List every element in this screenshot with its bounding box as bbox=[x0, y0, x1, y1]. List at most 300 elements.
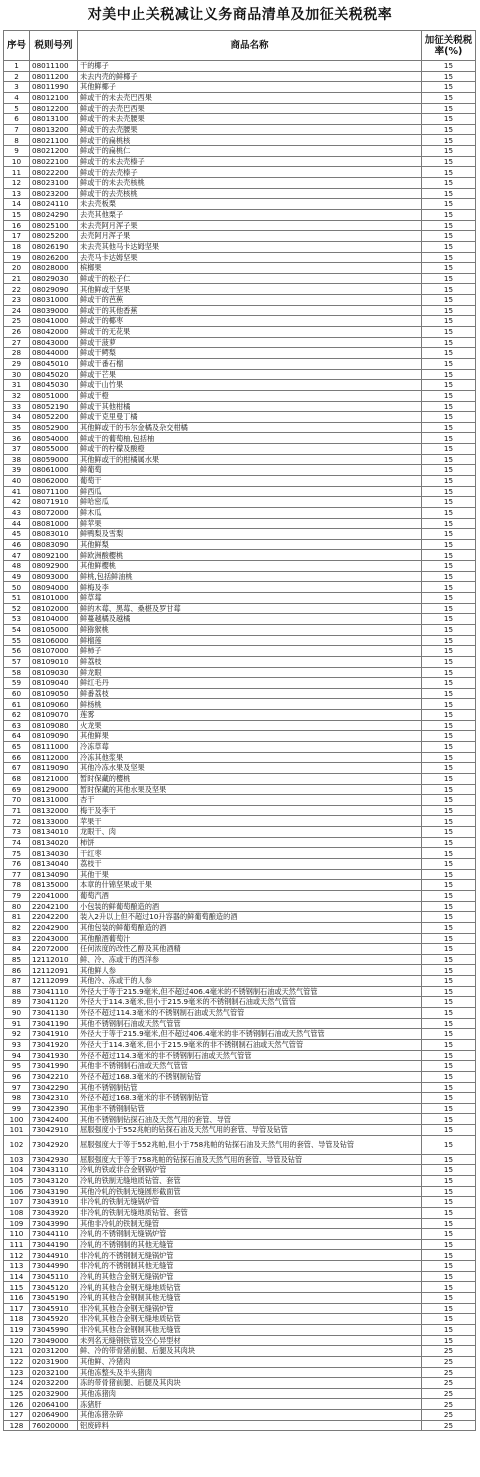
tariff-rate: 15 bbox=[422, 1093, 476, 1104]
row-index: 10 bbox=[4, 156, 30, 167]
tariff-rate: 15 bbox=[422, 284, 476, 295]
tariff-rate: 15 bbox=[422, 1071, 476, 1082]
tariff-rate: 15 bbox=[422, 1061, 476, 1072]
tariff-rate: 15 bbox=[422, 1250, 476, 1261]
row-index: 105 bbox=[4, 1175, 30, 1186]
header-tariff-rate: 加征关税税率(%) bbox=[422, 31, 476, 61]
row-index: 25 bbox=[4, 316, 30, 327]
row-index: 31 bbox=[4, 380, 30, 391]
tariff-code: 08045030 bbox=[30, 380, 78, 391]
tariff-rate: 15 bbox=[422, 1218, 476, 1229]
product-name: 鲜或干的松子仁 bbox=[78, 273, 422, 284]
table-row bbox=[4, 720, 476, 731]
table-row bbox=[4, 1346, 476, 1357]
tariff-code: 08109060 bbox=[30, 699, 78, 710]
tariff-code: 08105000 bbox=[30, 624, 78, 635]
row-index: 91 bbox=[4, 1018, 30, 1029]
row-index: 74 bbox=[4, 837, 30, 848]
tariff-rate: 15 bbox=[422, 997, 476, 1008]
row-index: 46 bbox=[4, 539, 30, 550]
product-name: 葡萄干 bbox=[78, 475, 422, 486]
product-name: 干红枣 bbox=[78, 848, 422, 859]
tariff-rate: 15 bbox=[422, 954, 476, 965]
tariff-rate: 15 bbox=[422, 380, 476, 391]
tariff-rate: 15 bbox=[422, 635, 476, 646]
row-index: 102 bbox=[4, 1135, 30, 1154]
table-row bbox=[4, 295, 476, 306]
row-index: 97 bbox=[4, 1082, 30, 1093]
tariff-code: 73041930 bbox=[30, 1050, 78, 1061]
product-name: 其他鲜、冷猪肉 bbox=[78, 1356, 422, 1367]
row-index: 34 bbox=[4, 412, 30, 423]
tariff-rate: 15 bbox=[422, 571, 476, 582]
table-row bbox=[4, 497, 476, 508]
tariff-code: 08061000 bbox=[30, 465, 78, 476]
product-name: 其他鲜梨 bbox=[78, 539, 422, 550]
tariff-rate: 15 bbox=[422, 241, 476, 252]
row-index: 76 bbox=[4, 859, 30, 870]
row-index: 33 bbox=[4, 401, 30, 412]
tariff-rate: 15 bbox=[422, 1229, 476, 1240]
row-index: 92 bbox=[4, 1029, 30, 1040]
tariff-code: 73045920 bbox=[30, 1314, 78, 1325]
table-row bbox=[4, 284, 476, 295]
tariff-code: 08022200 bbox=[30, 167, 78, 178]
tariff-rate: 15 bbox=[422, 486, 476, 497]
table-row bbox=[4, 1125, 476, 1136]
tariff-rate: 15 bbox=[422, 390, 476, 401]
tariff-rate: 15 bbox=[422, 327, 476, 338]
tariff-code: 08134020 bbox=[30, 837, 78, 848]
table-row bbox=[4, 1229, 476, 1240]
tariff-code: 12112010 bbox=[30, 954, 78, 965]
tariff-rate: 15 bbox=[422, 731, 476, 742]
tariff-code: 08013100 bbox=[30, 114, 78, 125]
table-row bbox=[4, 433, 476, 444]
tariff-rate: 15 bbox=[422, 742, 476, 753]
product-name: 鲜番荔枝 bbox=[78, 688, 422, 699]
tariff-code: 08013200 bbox=[30, 124, 78, 135]
product-name: 鲜红毛丹 bbox=[78, 678, 422, 689]
product-name: 鲜猕猴桃 bbox=[78, 624, 422, 635]
table-row bbox=[4, 1082, 476, 1093]
table-row bbox=[4, 507, 476, 518]
tariff-code: 08024290 bbox=[30, 209, 78, 220]
table-row bbox=[4, 1039, 476, 1050]
product-name: 未去壳其他马卡达姆坚果 bbox=[78, 241, 422, 252]
row-index: 29 bbox=[4, 358, 30, 369]
row-index: 67 bbox=[4, 763, 30, 774]
product-name: 鲜或干的柠檬及酸橙 bbox=[78, 444, 422, 455]
row-index: 56 bbox=[4, 646, 30, 657]
table-row bbox=[4, 61, 476, 72]
product-name: 铝废碎料 bbox=[78, 1420, 422, 1431]
tariff-rate: 15 bbox=[422, 816, 476, 827]
tariff-rate: 15 bbox=[422, 805, 476, 816]
product-name: 鲜或干的未去壳榛子 bbox=[78, 156, 422, 167]
tariff-code: 08031000 bbox=[30, 295, 78, 306]
tariff-code: 08109050 bbox=[30, 688, 78, 699]
table-row bbox=[4, 752, 476, 763]
table-row bbox=[4, 1378, 476, 1389]
tariff-code: 08025200 bbox=[30, 231, 78, 242]
table-row bbox=[4, 1388, 476, 1399]
table-row bbox=[4, 92, 476, 103]
row-index: 79 bbox=[4, 890, 30, 901]
tariff-code: 22042900 bbox=[30, 922, 78, 933]
tariff-code: 08029090 bbox=[30, 284, 78, 295]
tariff-code: 76020000 bbox=[30, 1420, 78, 1431]
row-index: 54 bbox=[4, 624, 30, 635]
tariff-code: 08041000 bbox=[30, 316, 78, 327]
page-title: 对美中止关税减让义务商品清单及加征关税税率 bbox=[87, 7, 393, 23]
table-row bbox=[4, 1093, 476, 1104]
table-row bbox=[4, 390, 476, 401]
tariff-rate: 15 bbox=[422, 507, 476, 518]
product-name: 鲜或干的未去壳腰果 bbox=[78, 114, 422, 125]
row-index: 94 bbox=[4, 1050, 30, 1061]
tariff-code: 08132000 bbox=[30, 805, 78, 816]
product-name: 非冷轧其他合金钢无缝地质钻管 bbox=[78, 1314, 422, 1325]
tariff-code: 08012200 bbox=[30, 103, 78, 114]
table-row bbox=[4, 1165, 476, 1176]
tariff-code: 22043000 bbox=[30, 933, 78, 944]
table-row bbox=[4, 348, 476, 359]
row-index: 70 bbox=[4, 795, 30, 806]
tariff-rate: 15 bbox=[422, 422, 476, 433]
row-index: 53 bbox=[4, 614, 30, 625]
row-index: 63 bbox=[4, 720, 30, 731]
table-row bbox=[4, 1018, 476, 1029]
row-index: 40 bbox=[4, 475, 30, 486]
tariff-code: 08054000 bbox=[30, 433, 78, 444]
table-row bbox=[4, 124, 476, 135]
tariff-rate: 15 bbox=[422, 71, 476, 82]
row-index: 103 bbox=[4, 1154, 30, 1165]
tariff-code: 08025100 bbox=[30, 220, 78, 231]
product-name: 鲜梅及李 bbox=[78, 582, 422, 593]
table-row bbox=[4, 444, 476, 455]
tariff-rate: 25 bbox=[422, 1420, 476, 1431]
tariff-code: 08026200 bbox=[30, 252, 78, 263]
tariff-code: 08109070 bbox=[30, 710, 78, 721]
row-index: 41 bbox=[4, 486, 30, 497]
product-name: 去壳其他栗子 bbox=[78, 209, 422, 220]
table-row bbox=[4, 1175, 476, 1186]
product-name: 非冷轧其他合金钢制其他无缝管 bbox=[78, 1324, 422, 1335]
product-name: 其他不锈钢制钻探石油及天然气用的套管、导管 bbox=[78, 1114, 422, 1125]
product-name: 鲜或干的其他香蕉 bbox=[78, 305, 422, 316]
tariff-code: 08107000 bbox=[30, 646, 78, 657]
table-header-row bbox=[4, 31, 476, 61]
tariff-code: 08043000 bbox=[30, 337, 78, 348]
table-row bbox=[4, 82, 476, 93]
row-index: 112 bbox=[4, 1250, 30, 1261]
row-index: 21 bbox=[4, 273, 30, 284]
tariff-code: 02031200 bbox=[30, 1346, 78, 1357]
tariff-rate: 15 bbox=[422, 401, 476, 412]
table-row bbox=[4, 688, 476, 699]
tariff-code: 73043190 bbox=[30, 1186, 78, 1197]
tariff-code: 08092100 bbox=[30, 550, 78, 561]
product-name: 小包装的鲜葡萄酿造的酒 bbox=[78, 901, 422, 912]
tariff-code: 08129000 bbox=[30, 784, 78, 795]
tariff-rate: 15 bbox=[422, 1103, 476, 1114]
tariff-rate: 25 bbox=[422, 1410, 476, 1421]
row-index: 1 bbox=[4, 61, 30, 72]
table-row bbox=[4, 550, 476, 561]
product-name: 其他冻猪杂碎 bbox=[78, 1410, 422, 1421]
tariff-code: 08109010 bbox=[30, 656, 78, 667]
product-name: 其他非冷轧的铁制无缝管 bbox=[78, 1218, 422, 1229]
product-name: 冷冻草莓 bbox=[78, 742, 422, 753]
product-name: 火龙果 bbox=[78, 720, 422, 731]
tariff-rate: 15 bbox=[422, 252, 476, 263]
row-index: 118 bbox=[4, 1314, 30, 1325]
tariff-code: 08101000 bbox=[30, 593, 78, 604]
tariff-rate: 25 bbox=[422, 1346, 476, 1357]
tariff-code: 73042290 bbox=[30, 1082, 78, 1093]
tariff-code: 73041990 bbox=[30, 1061, 78, 1072]
table-row bbox=[4, 1218, 476, 1229]
tariff-rate: 15 bbox=[422, 433, 476, 444]
table-row bbox=[4, 699, 476, 710]
table-row bbox=[4, 827, 476, 838]
tariff-code: 08131000 bbox=[30, 795, 78, 806]
row-index: 101 bbox=[4, 1125, 30, 1136]
table-row bbox=[4, 635, 476, 646]
tariff-rate: 15 bbox=[422, 305, 476, 316]
tariff-code: 08052200 bbox=[30, 412, 78, 423]
row-index: 14 bbox=[4, 199, 30, 210]
product-name: 其他非不锈钢制石油或天然气管管 bbox=[78, 1061, 422, 1072]
row-index: 107 bbox=[4, 1197, 30, 1208]
product-name: 冻猪肝 bbox=[78, 1399, 422, 1410]
row-index: 120 bbox=[4, 1335, 30, 1346]
row-index: 9 bbox=[4, 146, 30, 157]
tariff-rate: 15 bbox=[422, 1324, 476, 1335]
tariff-table bbox=[3, 30, 476, 1431]
product-name: 鲜或干鳄梨 bbox=[78, 348, 422, 359]
table-row bbox=[4, 1282, 476, 1293]
row-index: 106 bbox=[4, 1186, 30, 1197]
table-row bbox=[4, 103, 476, 114]
product-name: 鲜或干的葡萄柚,包括柚 bbox=[78, 433, 422, 444]
table-row bbox=[4, 954, 476, 965]
product-name: 屈服强度大于等于552兆帕,但小于758兆帕的钻探石油及天然气用的套管、导管及钻管 bbox=[78, 1135, 422, 1154]
tariff-rate: 15 bbox=[422, 146, 476, 157]
tariff-code: 08024110 bbox=[30, 199, 78, 210]
table-row bbox=[4, 369, 476, 380]
tariff-rate: 15 bbox=[422, 720, 476, 731]
table-row bbox=[4, 582, 476, 593]
product-name: 干的椰子 bbox=[78, 61, 422, 72]
tariff-code: 73043110 bbox=[30, 1165, 78, 1176]
tariff-code: 73041190 bbox=[30, 1018, 78, 1029]
product-name: 鲜欧洲酸樱桃 bbox=[78, 550, 422, 561]
tariff-rate: 15 bbox=[422, 348, 476, 359]
tariff-rate: 15 bbox=[422, 518, 476, 529]
row-index: 11 bbox=[4, 167, 30, 178]
table-row bbox=[4, 901, 476, 912]
tariff-code: 22041000 bbox=[30, 890, 78, 901]
product-name: 鲜荔枝 bbox=[78, 656, 422, 667]
row-index: 111 bbox=[4, 1239, 30, 1250]
tariff-code: 73045110 bbox=[30, 1271, 78, 1282]
tariff-rate: 15 bbox=[422, 273, 476, 284]
tariff-rate: 15 bbox=[422, 976, 476, 987]
table-row bbox=[4, 656, 476, 667]
tariff-code: 08135000 bbox=[30, 880, 78, 891]
tariff-code: 22042100 bbox=[30, 901, 78, 912]
row-index: 122 bbox=[4, 1356, 30, 1367]
table-row bbox=[4, 986, 476, 997]
product-name: 其他鲜樱桃 bbox=[78, 561, 422, 572]
tariff-code: 08081000 bbox=[30, 518, 78, 529]
table-row bbox=[4, 614, 476, 625]
table-row bbox=[4, 401, 476, 412]
product-name: 鲜或干的扁桃仁 bbox=[78, 146, 422, 157]
tariff-rate: 15 bbox=[422, 667, 476, 678]
product-name: 其他不锈钢制钻管 bbox=[78, 1082, 422, 1093]
table-row bbox=[4, 965, 476, 976]
product-name: 杏干 bbox=[78, 795, 422, 806]
tariff-code: 02032200 bbox=[30, 1378, 78, 1389]
tariff-code: 73042210 bbox=[30, 1071, 78, 1082]
product-name: 鲜草莓 bbox=[78, 593, 422, 604]
product-name: 鲜柿子 bbox=[78, 646, 422, 657]
product-name: 鲜杨桃 bbox=[78, 699, 422, 710]
tariff-rate: 15 bbox=[422, 624, 476, 635]
product-name: 暂时保藏的樱桃 bbox=[78, 773, 422, 784]
row-index: 84 bbox=[4, 944, 30, 955]
row-index: 52 bbox=[4, 603, 30, 614]
tariff-rate: 15 bbox=[422, 92, 476, 103]
table-row bbox=[4, 912, 476, 923]
tariff-rate: 15 bbox=[422, 614, 476, 625]
product-name: 外径不超过168.3毫米的不锈钢制钻管 bbox=[78, 1071, 422, 1082]
product-name: 非冷轧的不锈钢制其他无缝管 bbox=[78, 1261, 422, 1272]
row-index: 4 bbox=[4, 92, 30, 103]
tariff-rate: 15 bbox=[422, 1039, 476, 1050]
product-name: 屈服强度大于等于758兆帕的钻探石油及天然气用的套管、导管及钻管 bbox=[78, 1154, 422, 1165]
table-row bbox=[4, 146, 476, 157]
table-row bbox=[4, 1207, 476, 1218]
table-row bbox=[4, 167, 476, 178]
product-name: 荔枝干 bbox=[78, 859, 422, 870]
tariff-rate: 15 bbox=[422, 827, 476, 838]
row-index: 38 bbox=[4, 454, 30, 465]
table-row bbox=[4, 1410, 476, 1421]
product-name: 外径大于114.3毫米,但小于215.9毫米的非不锈钢制石油或天然气管管 bbox=[78, 1039, 422, 1050]
tariff-code: 08021100 bbox=[30, 135, 78, 146]
product-name: 其他冷轧的铁制无缝圆形截面管 bbox=[78, 1186, 422, 1197]
row-index: 81 bbox=[4, 912, 30, 923]
product-name: 鲜榴莲 bbox=[78, 635, 422, 646]
product-name: 龙眼干、肉 bbox=[78, 827, 422, 838]
row-index: 30 bbox=[4, 369, 30, 380]
tariff-code: 08093000 bbox=[30, 571, 78, 582]
row-index: 51 bbox=[4, 593, 30, 604]
table-row bbox=[4, 1050, 476, 1061]
row-index: 64 bbox=[4, 731, 30, 742]
product-name: 其他鲜果 bbox=[78, 731, 422, 742]
tariff-rate: 15 bbox=[422, 784, 476, 795]
product-name: 非冷轧其他合金钢无缝锅炉管 bbox=[78, 1303, 422, 1314]
tariff-rate: 15 bbox=[422, 922, 476, 933]
table-row bbox=[4, 465, 476, 476]
table-row bbox=[4, 646, 476, 657]
row-index: 66 bbox=[4, 752, 30, 763]
product-name: 非冷轧的铁制无缝地质钻管、套管 bbox=[78, 1207, 422, 1218]
tariff-rate: 15 bbox=[422, 1008, 476, 1019]
row-index: 95 bbox=[4, 1061, 30, 1072]
tariff-rate: 15 bbox=[422, 1303, 476, 1314]
row-index: 37 bbox=[4, 444, 30, 455]
tariff-code: 08111000 bbox=[30, 742, 78, 753]
table-row bbox=[4, 241, 476, 252]
tariff-code: 73044110 bbox=[30, 1229, 78, 1240]
tariff-code: 08121000 bbox=[30, 773, 78, 784]
table-row bbox=[4, 71, 476, 82]
tariff-rate: 15 bbox=[422, 1029, 476, 1040]
product-name: 莲雾 bbox=[78, 710, 422, 721]
row-index: 48 bbox=[4, 561, 30, 572]
row-index: 8 bbox=[4, 135, 30, 146]
tariff-code: 08109030 bbox=[30, 667, 78, 678]
tariff-rate: 15 bbox=[422, 656, 476, 667]
tariff-rate: 15 bbox=[422, 848, 476, 859]
tariff-code: 73043120 bbox=[30, 1175, 78, 1186]
tariff-rate: 15 bbox=[422, 752, 476, 763]
row-index: 17 bbox=[4, 231, 30, 242]
table-row bbox=[4, 742, 476, 753]
product-name: 屈服强度小于552兆帕的钻探石油及天然气用的套管、导管及钻管 bbox=[78, 1125, 422, 1136]
row-index: 5 bbox=[4, 103, 30, 114]
tariff-rate: 15 bbox=[422, 603, 476, 614]
product-name: 梅干及李干 bbox=[78, 805, 422, 816]
tariff-rate: 15 bbox=[422, 220, 476, 231]
tariff-rate: 15 bbox=[422, 837, 476, 848]
product-name: 鲜或干的无花果 bbox=[78, 327, 422, 338]
row-index: 58 bbox=[4, 667, 30, 678]
product-name: 鲜木瓜 bbox=[78, 507, 422, 518]
table-row bbox=[4, 209, 476, 220]
row-index: 90 bbox=[4, 1008, 30, 1019]
tariff-rate: 15 bbox=[422, 1165, 476, 1176]
table-row bbox=[4, 859, 476, 870]
table-row bbox=[4, 316, 476, 327]
row-index: 71 bbox=[4, 805, 30, 816]
tariff-rate: 25 bbox=[422, 1367, 476, 1378]
product-name: 其他不锈钢制石油或天然气管管 bbox=[78, 1018, 422, 1029]
product-name: 鲜、冷的带骨猪前腿、后腿及其肉块 bbox=[78, 1346, 422, 1357]
product-name: 鲜或干番石榴 bbox=[78, 358, 422, 369]
product-name: 未去壳板栗 bbox=[78, 199, 422, 210]
row-index: 27 bbox=[4, 337, 30, 348]
product-name: 鲜苹果 bbox=[78, 518, 422, 529]
product-name: 去壳阿月浑子果 bbox=[78, 231, 422, 242]
table-row bbox=[4, 273, 476, 284]
table-row bbox=[4, 593, 476, 604]
product-name: 装入2升以上但不超过10升容器的鲜葡萄酿造的酒 bbox=[78, 912, 422, 923]
row-index: 77 bbox=[4, 869, 30, 880]
tariff-rate: 15 bbox=[422, 1282, 476, 1293]
table-row bbox=[4, 1061, 476, 1072]
product-name: 鲜或干克里曼丁橘 bbox=[78, 412, 422, 423]
tariff-rate: 15 bbox=[422, 188, 476, 199]
table-row bbox=[4, 1303, 476, 1314]
